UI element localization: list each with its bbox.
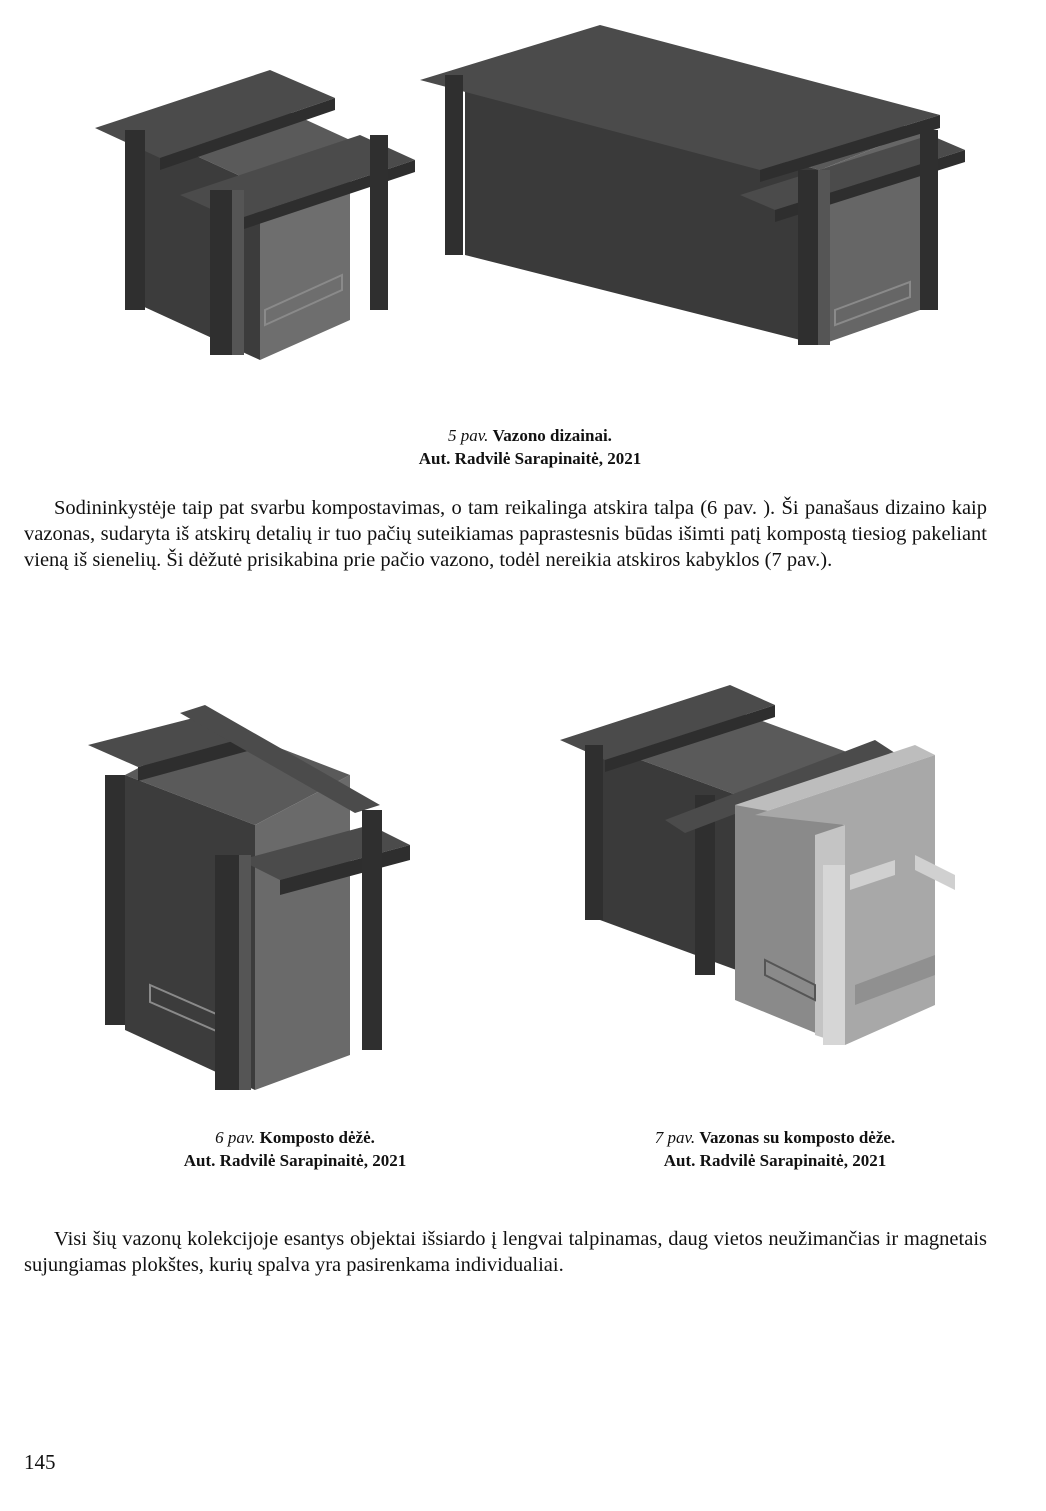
figure-7-author: Aut. Radvilė Sarapinaitė, 2021 [663, 1151, 887, 1170]
figure-6-author: Aut. Radvilė Sarapinaitė, 2021 [183, 1151, 407, 1170]
paragraph-1: Sodininkystėje taip pat svarbu kompostavimas, o tam reikalinga atskira talpa (6 pav. ). Ši panašaus dizaino kaip vazonas, sudaryta iš atskirų detalių ir tuo pačių suteikiamas paprastesnis būdas išimti patį kompostą tiesiog pakeliant vieną iš sienelių. Ši dėžutė prisikabina prie pačio vazono, todėl nereikia atskiros kabyklos (7 pav.). [24, 497, 987, 571]
figure-7-number: 7 pav. [654, 1128, 696, 1147]
page-number: 145 [24, 1450, 56, 1474]
figure-5-author: Aut. Radvilė Sarapinaitė, 2021 [418, 449, 642, 468]
figure-7-caption [580, 1126, 970, 1172]
paragraph-2: Visi šių vazonų kolekcijoje esantys objektai išsiardo į lengvai talpinamas, daug vietos neužimančias ir magnetais sujungiamas plokštes, kurių spalva yra pasirenkama individualiai. [24, 1228, 987, 1276]
figure-5-image [80, 10, 970, 410]
figure-7-image [555, 665, 965, 1055]
figure-6-caption [120, 1126, 470, 1172]
large-planter-render [420, 25, 965, 345]
figure-5-number: 5 pav. [448, 426, 489, 445]
figure-6-title: Komposto dėžė. [259, 1128, 375, 1147]
figure-7-title: Vazonas su komposto dėže. [699, 1128, 896, 1147]
figure-6-number: 6 pav. [215, 1128, 256, 1147]
figure-6-image [80, 665, 420, 1105]
figure-5-title: Vazono dizainai. [492, 426, 612, 445]
small-planter-render [95, 70, 415, 360]
figure-5-caption [0, 424, 1046, 470]
